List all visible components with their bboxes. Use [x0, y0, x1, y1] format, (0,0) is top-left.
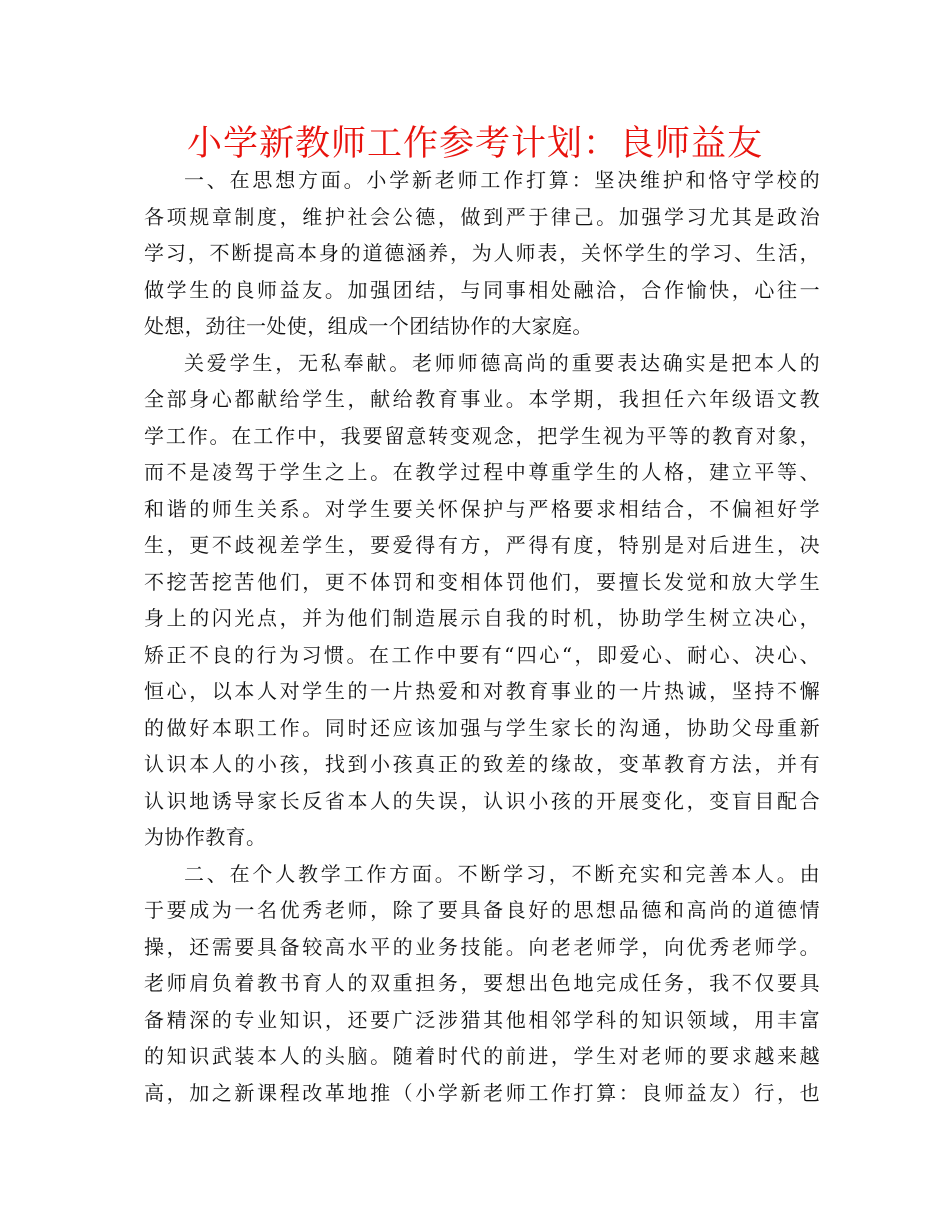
- text-line: 备精深的专业知识，还要广泛涉猎其他相邻学科的知识领域，用丰富: [144, 1007, 820, 1032]
- document-title: 小学新教师工作参考计划：良师益友: [186, 124, 763, 164]
- text-line: 全部身心都献给学生，献给教育事业。本学期，我担任六年级语文教: [144, 387, 820, 411]
- text-line: 的做好本职工作。同时还应该加强与学生家长的沟通，协助父母重新: [144, 715, 820, 740]
- text-line: 二、在个人教学工作方面。不断学习，不断充实和完善本人。由: [184, 861, 820, 886]
- text-line: 认识本人的小孩，找到小孩真正的致差的缘故，变革教育方法，并有: [144, 752, 820, 776]
- text-line: 学工作。在工作中，我要留意转变观念，把学生视为平等的教育对象，: [144, 423, 820, 448]
- document-body: [144, 162, 820, 1111]
- text-line: 的知识武装本人的头脑。随着时代的前进，学生对老师的要求越来越: [144, 1044, 820, 1068]
- text-line: 关爱学生，无私奉献。老师师德高尚的重要表达确实是把本人的: [184, 350, 820, 375]
- text-line: 学习，不断提高本身的道德涵养，为人师表，关怀学生的学习、生活，: [144, 241, 820, 265]
- text-line: 而不是凌驾于学生之上。在教学过程中尊重学生的人格，建立平等、: [144, 460, 820, 484]
- text-line: 各项规章制度，维护社会公德，做到严于律己。加强学习尤其是政治: [144, 204, 820, 229]
- text-line: 一、在思想方面。小学新老师工作打算：坚决维护和恪守学校的: [184, 168, 820, 192]
- text-line: 做学生的良师益友。加强团结，与同事相处融洽，合作愉快，心往一: [144, 277, 820, 302]
- text-line: 不挖苦挖苦他们，更不体罚和变相体罚他们，要擅长发觉和放大学生: [144, 569, 820, 594]
- text-line: 恒心，以本人对学生的一片热爱和对教育事业的一片热诚，坚持不懈: [144, 679, 820, 703]
- text-line: 认识地诱导家长反省本人的失误，认识小孩的开展变化，变盲目配合: [144, 788, 820, 813]
- text-line: 操，还需要具备较高水平的业务技能。向老老师学，向优秀老师学。: [144, 934, 820, 959]
- text-line: 矫正不良的行为习惯。在工作中要有“四心“，即爱心、耐心、决心、: [144, 642, 820, 667]
- text-line: 生，更不歧视差学生，要爱得有方，严得有度，特别是对后进生，决: [144, 533, 820, 557]
- text-line: 老师肩负着教书育人的双重担务，要想出色地完成任务，我不仅要具: [144, 971, 820, 995]
- text-line: 高，加之新课程改革地推（小学新老师工作打算：良师益友）行，也: [144, 1080, 820, 1105]
- text-line: 处想，劲往一处使，组成一个团结协作的大家庭。: [144, 314, 593, 338]
- text-line: 和谐的师生关系。对学生要关怀保护与严格要求相结合，不偏袒好学: [144, 496, 820, 521]
- text-line: 为协作教育。: [144, 825, 267, 849]
- text-line: 身上的闪光点，并为他们制造展示自我的时机，协助学生树立决心，: [144, 606, 820, 630]
- text-line: 于要成为一名优秀老师，除了要具备良好的思想品德和高尚的道德情: [144, 898, 820, 922]
